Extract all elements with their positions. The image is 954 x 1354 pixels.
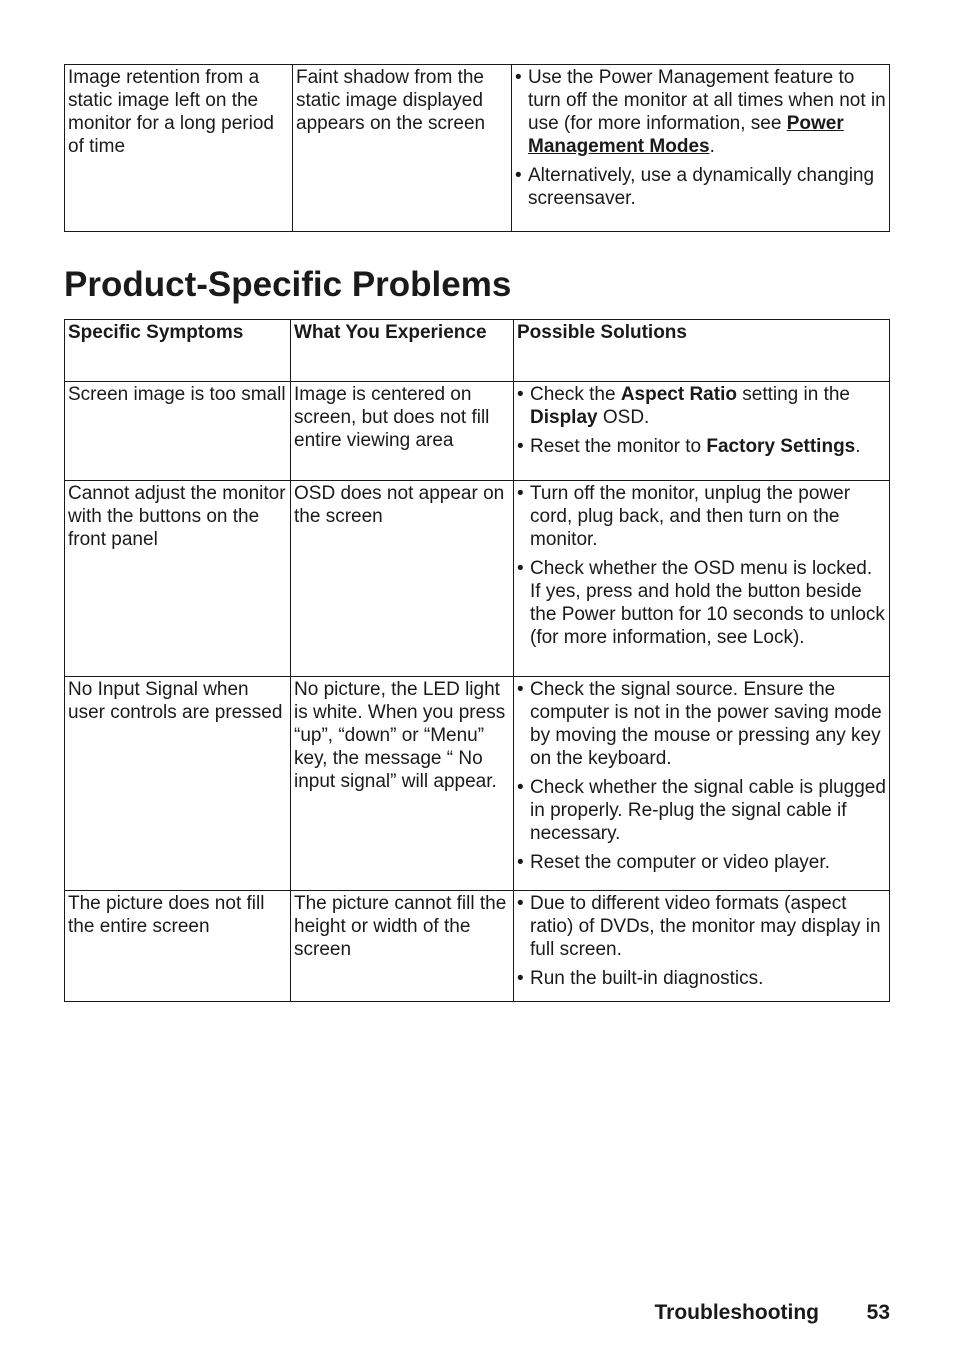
power-management-modes-link[interactable]: Power Management Modes	[528, 113, 844, 157]
symptom-cell: No Input Signal when user controls are pressed	[65, 677, 291, 891]
solution-cell	[514, 382, 890, 481]
solution-cell	[514, 677, 890, 891]
page-footer	[0, 1298, 954, 1328]
solution-item: • Due to different video formats (aspect ratio) of DVDs, the monitor may display in full screen.	[517, 892, 886, 961]
column-header-solutions: Possible Solutions	[514, 320, 890, 382]
symptom-cell: Cannot adjust the monitor with the buttons on the front panel	[65, 481, 291, 677]
solution-item: • Turn off the monitor, unplug the power cord, plug back, and then turn on the monitor.	[517, 482, 886, 551]
image-retention-table	[64, 64, 890, 232]
table-row	[65, 677, 890, 891]
table-row	[65, 382, 890, 481]
solution-item: • Run the built-in diagnostics.	[517, 967, 886, 990]
page-number: 53	[866, 1301, 890, 1324]
table-row	[65, 891, 890, 1002]
solution-item: • Use the Power Management feature to turn off the monitor at all times when not in use (for more information, see Power Management Modes.	[515, 66, 886, 158]
symptom-cell: The picture does not fill the entire screen	[65, 891, 291, 1002]
product-specific-problems-table	[64, 319, 890, 1002]
table-row	[65, 65, 890, 232]
solution-cell	[514, 891, 890, 1002]
experience-cell: Faint shadow from the static image displayed appears on the screen	[293, 65, 512, 232]
experience-cell: OSD does not appear on the screen	[291, 481, 514, 677]
solution-cell	[512, 65, 890, 232]
experience-cell: No picture, the LED light is white. When you press “up”, “down” or “Menu” key, the message “ No input signal” will appear.	[291, 677, 514, 891]
experience-cell: Image is centered on screen, but does not fill entire viewing area	[291, 382, 514, 481]
solution-item: • Check the Aspect Ratio setting in the Display OSD.	[517, 383, 886, 429]
symptom-cell: Screen image is too small	[65, 382, 291, 481]
footer-section-label: Troubleshooting	[654, 1301, 819, 1324]
solution-item: • Reset the computer or video player.	[517, 851, 886, 874]
column-header-symptoms: Specific Symptoms	[65, 320, 291, 382]
solution-item: • Check whether the OSD menu is locked. If yes, press and hold the button beside the Power button for 10 seconds to unlock (for more information, see Lock).	[517, 557, 886, 649]
solution-item: • Reset the monitor to Factory Settings.	[517, 435, 886, 458]
symptom-cell: Image retention from a static image left on the monitor for a long period of time	[65, 65, 293, 232]
table-row	[65, 481, 890, 677]
solution-item: • Alternatively, use a dynamically changing screensaver.	[515, 164, 886, 210]
solution-item: • Check the signal source. Ensure the computer is not in the power saving mode by moving the mouse or pressing any key on the keyboard.	[517, 678, 886, 770]
experience-cell: The picture cannot fill the height or width of the screen	[291, 891, 514, 1002]
solution-cell	[514, 481, 890, 677]
solution-item: • Check whether the signal cable is plugged in properly. Re-plug the signal cable if necessary.	[517, 776, 886, 845]
column-header-experience: What You Experience	[291, 320, 514, 382]
section-title: Product-Specific Problems	[64, 265, 512, 304]
table-header-row	[65, 320, 890, 382]
